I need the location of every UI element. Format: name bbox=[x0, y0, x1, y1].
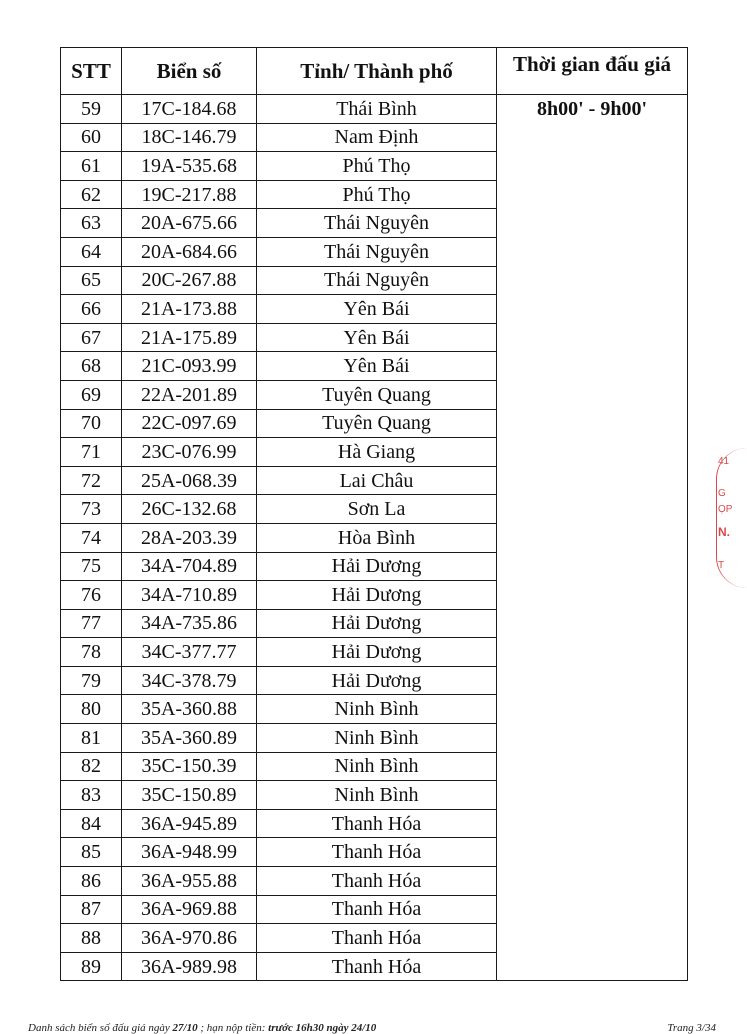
cell-stt: 81 bbox=[61, 724, 122, 753]
cell-province: Thái Nguyên bbox=[257, 209, 497, 238]
cell-plate: 22C-097.69 bbox=[122, 409, 257, 438]
cell-province: Hòa Bình bbox=[257, 523, 497, 552]
cell-province: Hải Dương bbox=[257, 609, 497, 638]
cell-province: Yên Bái bbox=[257, 323, 497, 352]
cell-province: Phú Thọ bbox=[257, 180, 497, 209]
cell-province: Ninh Bình bbox=[257, 695, 497, 724]
cell-province: Nam Định bbox=[257, 123, 497, 152]
cell-plate: 18C-146.79 bbox=[122, 123, 257, 152]
license-plate-auction-table bbox=[60, 47, 688, 981]
cell-auction-time: 8h00' - 9h00' bbox=[497, 95, 688, 981]
cell-stt: 74 bbox=[61, 523, 122, 552]
cell-stt: 62 bbox=[61, 180, 122, 209]
cell-plate: 25A-068.39 bbox=[122, 466, 257, 495]
header-province: Tỉnh/ Thành phố bbox=[257, 48, 497, 95]
cell-stt: 60 bbox=[61, 123, 122, 152]
cell-province: Phú Thọ bbox=[257, 152, 497, 181]
table-body bbox=[61, 95, 688, 981]
cell-stt: 72 bbox=[61, 466, 122, 495]
page-number: Trang 3/34 bbox=[667, 1022, 716, 1034]
cell-stt: 77 bbox=[61, 609, 122, 638]
cell-plate: 23C-076.99 bbox=[122, 438, 257, 467]
cell-province: Yên Bái bbox=[257, 295, 497, 324]
cell-plate: 19A-535.68 bbox=[122, 152, 257, 181]
cell-plate: 34A-704.89 bbox=[122, 552, 257, 581]
cell-stt: 79 bbox=[61, 666, 122, 695]
header-plate: Biển số bbox=[122, 48, 257, 95]
cell-plate: 35C-150.89 bbox=[122, 781, 257, 810]
cell-province: Hải Dương bbox=[257, 666, 497, 695]
cell-plate: 36A-955.88 bbox=[122, 867, 257, 896]
header-stt: STT bbox=[61, 48, 122, 95]
red-stamp-fragment bbox=[712, 448, 736, 588]
cell-province: Hải Dương bbox=[257, 552, 497, 581]
cell-province: Thanh Hóa bbox=[257, 867, 497, 896]
table-header-row bbox=[61, 48, 688, 95]
cell-stt: 69 bbox=[61, 380, 122, 409]
cell-province: Thái Bình bbox=[257, 95, 497, 124]
cell-stt: 84 bbox=[61, 809, 122, 838]
cell-plate: 26C-132.68 bbox=[122, 495, 257, 524]
cell-stt: 76 bbox=[61, 581, 122, 610]
cell-stt: 67 bbox=[61, 323, 122, 352]
cell-province: Sơn La bbox=[257, 495, 497, 524]
cell-stt: 88 bbox=[61, 924, 122, 953]
cell-plate: 36A-989.98 bbox=[122, 952, 257, 981]
table-row bbox=[61, 95, 688, 124]
cell-province: Thái Nguyên bbox=[257, 237, 497, 266]
header-auction-time: Thời gian đấu giá bbox=[497, 48, 688, 95]
cell-stt: 65 bbox=[61, 266, 122, 295]
cell-plate: 36A-969.88 bbox=[122, 895, 257, 924]
cell-stt: 64 bbox=[61, 237, 122, 266]
cell-stt: 87 bbox=[61, 895, 122, 924]
cell-plate: 35A-360.88 bbox=[122, 695, 257, 724]
cell-province: Ninh Bình bbox=[257, 781, 497, 810]
cell-plate: 20C-267.88 bbox=[122, 266, 257, 295]
cell-plate: 22A-201.89 bbox=[122, 380, 257, 409]
stamp-text-3: ỌP bbox=[718, 504, 733, 515]
cell-stt: 78 bbox=[61, 638, 122, 667]
cell-province: Tuyên Quang bbox=[257, 409, 497, 438]
footer-deadline: trước 16h30 ngày 24/10 bbox=[268, 1022, 377, 1034]
cell-plate: 34A-735.86 bbox=[122, 609, 257, 638]
cell-province: Ninh Bình bbox=[257, 724, 497, 753]
cell-plate: 36A-970.86 bbox=[122, 924, 257, 953]
cell-province: Ninh Bình bbox=[257, 752, 497, 781]
cell-plate: 34A-710.89 bbox=[122, 581, 257, 610]
cell-plate: 35A-360.89 bbox=[122, 724, 257, 753]
footer-mid: ; hạn nộp tiền: bbox=[197, 1022, 269, 1034]
cell-stt: 83 bbox=[61, 781, 122, 810]
cell-stt: 89 bbox=[61, 952, 122, 981]
cell-province: Hải Dương bbox=[257, 638, 497, 667]
cell-stt: 59 bbox=[61, 95, 122, 124]
cell-stt: 61 bbox=[61, 152, 122, 181]
footer-prefix: Danh sách biển số đấu giá ngày bbox=[28, 1022, 173, 1034]
cell-province: Yên Bái bbox=[257, 352, 497, 381]
cell-province: Tuyên Quang bbox=[257, 380, 497, 409]
cell-stt: 71 bbox=[61, 438, 122, 467]
cell-province: Thanh Hóa bbox=[257, 809, 497, 838]
cell-province: Hà Giang bbox=[257, 438, 497, 467]
stamp-text-5: T bbox=[718, 560, 725, 571]
cell-stt: 73 bbox=[61, 495, 122, 524]
cell-plate: 35C-150.39 bbox=[122, 752, 257, 781]
cell-plate: 28A-203.39 bbox=[122, 523, 257, 552]
stamp-text-2: G bbox=[718, 488, 726, 499]
cell-plate: 17C-184.68 bbox=[122, 95, 257, 124]
cell-plate: 20A-684.66 bbox=[122, 237, 257, 266]
cell-stt: 86 bbox=[61, 867, 122, 896]
cell-stt: 68 bbox=[61, 352, 122, 381]
cell-province: Hải Dương bbox=[257, 581, 497, 610]
cell-stt: 70 bbox=[61, 409, 122, 438]
cell-plate: 36A-945.89 bbox=[122, 809, 257, 838]
cell-province: Thanh Hóa bbox=[257, 838, 497, 867]
cell-province: Thanh Hóa bbox=[257, 895, 497, 924]
stamp-text-1: 41 bbox=[718, 456, 730, 467]
cell-province: Lai Châu bbox=[257, 466, 497, 495]
footer-date: 27/10 bbox=[172, 1022, 198, 1034]
cell-stt: 80 bbox=[61, 695, 122, 724]
cell-province: Thái Nguyên bbox=[257, 266, 497, 295]
cell-province: Thanh Hóa bbox=[257, 952, 497, 981]
cell-plate: 36A-948.99 bbox=[122, 838, 257, 867]
cell-plate: 34C-378.79 bbox=[122, 666, 257, 695]
cell-plate: 20A-675.66 bbox=[122, 209, 257, 238]
cell-stt: 85 bbox=[61, 838, 122, 867]
stamp-text-4: N. bbox=[718, 525, 730, 539]
cell-stt: 63 bbox=[61, 209, 122, 238]
cell-plate: 21A-175.89 bbox=[122, 323, 257, 352]
cell-stt: 82 bbox=[61, 752, 122, 781]
cell-plate: 21C-093.99 bbox=[122, 352, 257, 381]
cell-stt: 66 bbox=[61, 295, 122, 324]
cell-plate: 21A-173.88 bbox=[122, 295, 257, 324]
cell-plate: 19C-217.88 bbox=[122, 180, 257, 209]
footer-note bbox=[28, 1022, 376, 1034]
cell-plate: 34C-377.77 bbox=[122, 638, 257, 667]
cell-stt: 75 bbox=[61, 552, 122, 581]
cell-province: Thanh Hóa bbox=[257, 924, 497, 953]
